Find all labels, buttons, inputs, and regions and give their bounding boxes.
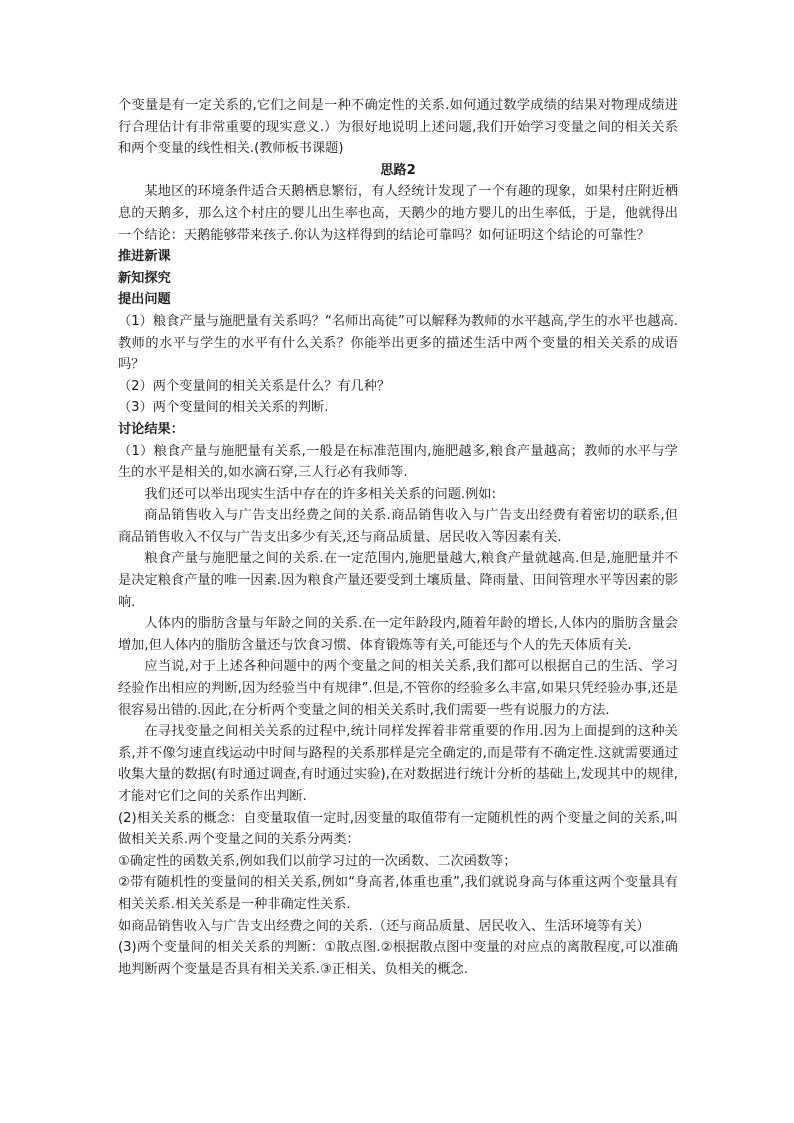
idea2-title: 思路2: [380, 162, 416, 178]
question-2: （2）两个变量间的相关关系是什么？有几种？: [118, 378, 391, 394]
heading-new-knowledge: 新知探究: [118, 270, 171, 286]
sales-example-paragraph: 如商品销售收入与广告支出经费之间的关系.（还与商品质量、居民收入、生活环境等有关）: [118, 918, 650, 934]
experience-paragraph: 应当说,对于上述各种问题中的两个变量之间的相关关系,我们都可以根据自己的生活、学习经验作出相应的判断,因为经验当中有规律”.但是,不管你的经验多么丰富,如果只凭经验办事,还是很容易出错的.因此,在分析两个变量之间的相关关系时,我们需要一些有说服力的方法.: [118, 659, 678, 718]
idea2-paragraph: 某地区的环境条件适合天鹅栖息繁衍，有人经统计发现了一个有趣的现象，如果村庄附近栖息的天鹅多，那么这个村庄的婴儿出生率也高，天鹅少的地方婴儿的出生率低，于是，他就得出一个结论：天鹅能够带来孩子.你认为这样得到的结论可靠吗？如何证明这个结论的可靠性？: [118, 184, 678, 243]
document-page: [118, 95, 678, 980]
heading-new-lesson: 推进新课: [118, 249, 171, 265]
type-1-paragraph: ①确定性的函数关系,例如我们以前学习过的一次函数、二次函数等；: [118, 853, 517, 869]
concept-paragraph: (2)相关关系的概念：自变量取值一定时,因变量的取值带有一定随机性的两个变量之间的关系,叫做相关关系.两个变量之间的关系分两类：: [118, 810, 678, 848]
heading-discussion: 讨论结果：: [118, 421, 184, 437]
question-3: （3）两个变量间的相关关系的判断.: [118, 400, 329, 416]
heading-questions: 提出问题: [118, 292, 171, 308]
fat-paragraph: 人体内的脂肪含量与年龄之间的关系.在一定年龄段内,随着年龄的增长,人体内的脂肪含量会增加,但人体内的脂肪含量还与饮食习惯、体育锻炼等有关,可能还与个人的先天体质有关.: [118, 616, 678, 653]
result-1: （1）粮食产量与施肥量有关系,一般是在标准范围内,施肥越多,粮食产量越高；教师的水平与学生的水平是相关的,如水滴石穿,三人行必有我师等.: [118, 443, 678, 481]
question-1: （1）粮食产量与施肥量有关系吗？“名师出高徒”可以解释为教师的水平越高,学生的水平也越高.教师的水平与学生的水平有什么关系？你能举出更多的描述生活中两个变量的相关关系的成语吗？: [118, 313, 678, 373]
statistics-paragraph: 在寻找变量之间相关关系的过程中,统计同样发挥着非常重要的作用.因为上面提到的这种关系,并不像匀速直线运动中时间与路程的关系那样是完全确定的,而是带有不确定性.这就需要通过收集大量的数据(有时通过调查,有时通过实验),在对数据进行统计分析的基础上,发现其中的规律,才能对它们之间的关系作出判断.: [118, 724, 678, 804]
intro-paragraph: 个变量是有一定关系的,它们之间是一种不确定性的关系.如何通过数学成绩的结果对物理成绩进行合理估计有非常重要的现实意义.）为很好地说明上述问题,我们开始学习变量之间的相关关系和两个变量的线性相关.(教师板书课题): [118, 98, 678, 157]
sales-paragraph: 商品销售收入与广告支出经费之间的关系.商品销售收入与广告支出经费有着密切的联系,但商品销售收入不仅与广告支出多少有关,还与商品质量、居民收入等因素有关.: [118, 508, 678, 545]
judge-paragraph: (3)两个变量间的相关关系的判断：①散点图.②根据散点图中变量的对应点的离散程度,可以准确地判断两个变量是否具有相关关系.③正相关、负相关的概念.: [118, 940, 678, 977]
type-2-paragraph: ②带有随机性的变量间的相关关系,例如“身高者,体重也重”,我们就说身高与体重这两个变量具有相关关系.相关关系是一种非确定性关系.: [118, 875, 678, 912]
grain-paragraph: 粮食产量与施肥量之间的关系.在一定范围内,施肥量越大,粮食产量就越高.但是,施肥量并不是决定粮食产量的唯一因素.因为粮食产量还要受到土壤质量、降雨量、田间管理水平等因素的影响.: [118, 551, 678, 610]
examples-intro: 我们还可以举出现实生活中存在的许多相关关系的问题.例如:: [144, 486, 496, 502]
